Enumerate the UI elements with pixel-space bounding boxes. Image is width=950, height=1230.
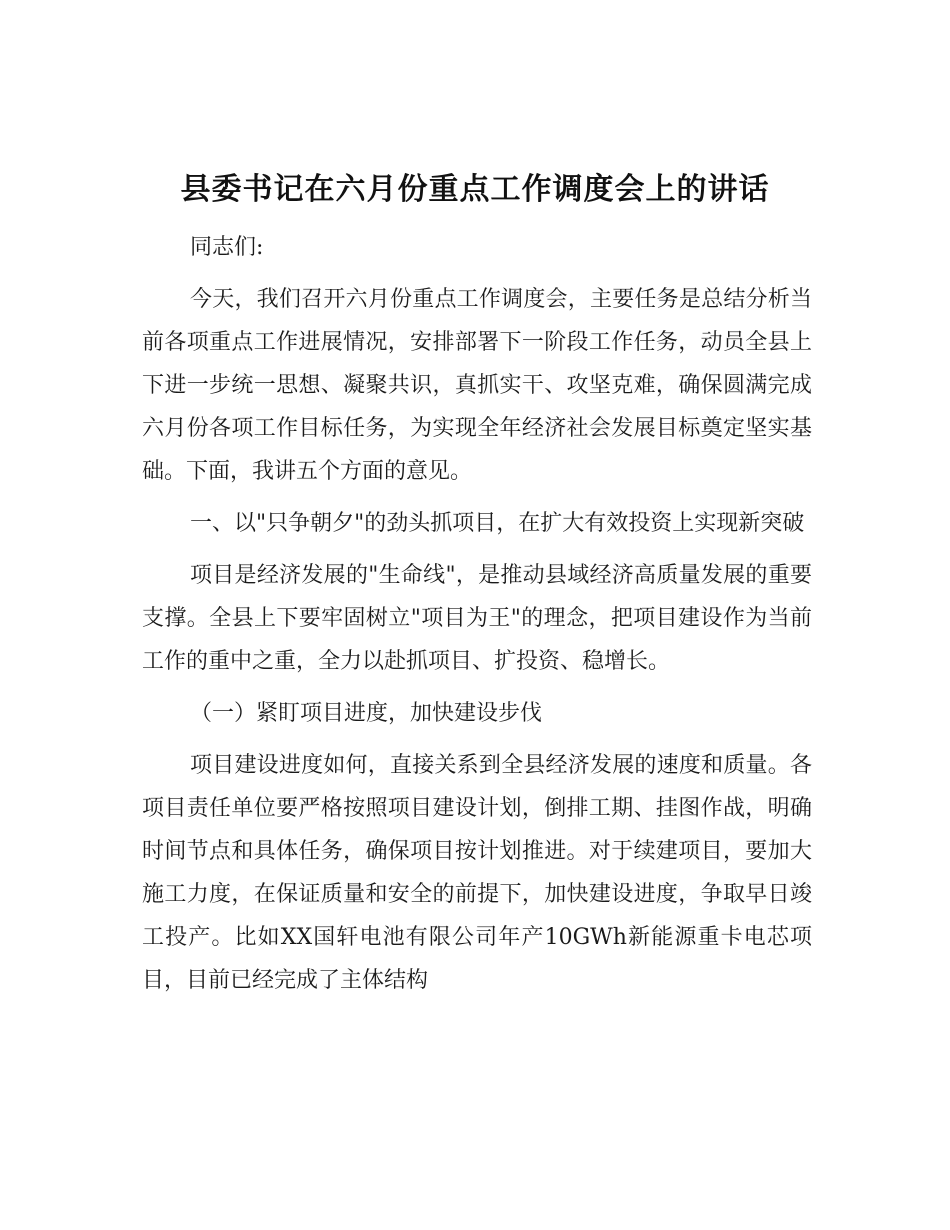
paragraph-progress: 项目建设进度如何，直接关系到全县经济发展的速度和质量。各项目责任单位要严格按照项目建设计划，倒排工期、挂图作战，明确时间节点和具体任务，确保项目按计划推进。对于续建项目，要加大施工力度，在保证质量和安全的前提下，加快建设进度，争取早日竣工投产。比如XX国轩电池有限公司年产10GWh新能源重卡电芯项目，目前已经完成了主体结构 bbox=[142, 753, 812, 993]
section-heading-1: 一、以"只争朝夕"的劲头抓项目，在扩大有效投资上实现新突破 bbox=[190, 511, 805, 536]
document-title: 县委书记在六月份重点工作调度会上的讲话 bbox=[180, 172, 770, 207]
document-body bbox=[142, 226, 812, 1011]
subsection-heading-1: （一）紧盯项目进度，加快建设步伐 bbox=[190, 701, 543, 726]
paragraph-intro: 今天，我们召开六月份重点工作调度会，主要任务是总结分析当前各项重点工作进展情况，安排部署下一阶段工作任务，动员全县上下进一步统一思想、凝聚共识，真抓实干、攻坚克难，确保圆满完成六月份各项工作目标任务，为实现全年经济社会发展目标奠定坚实基础。下面，我讲五个方面的意见。 bbox=[142, 287, 812, 484]
paragraph-projects: 项目是经济发展的"生命线"，是推动县域经济高质量发展的重要支撑。全县上下要牢固树立"项目为王"的理念，把项目建设作为当前工作的重中之重，全力以赴抓项目、扩投资、稳增长。 bbox=[142, 563, 812, 674]
salutation: 同志们: bbox=[190, 235, 264, 260]
